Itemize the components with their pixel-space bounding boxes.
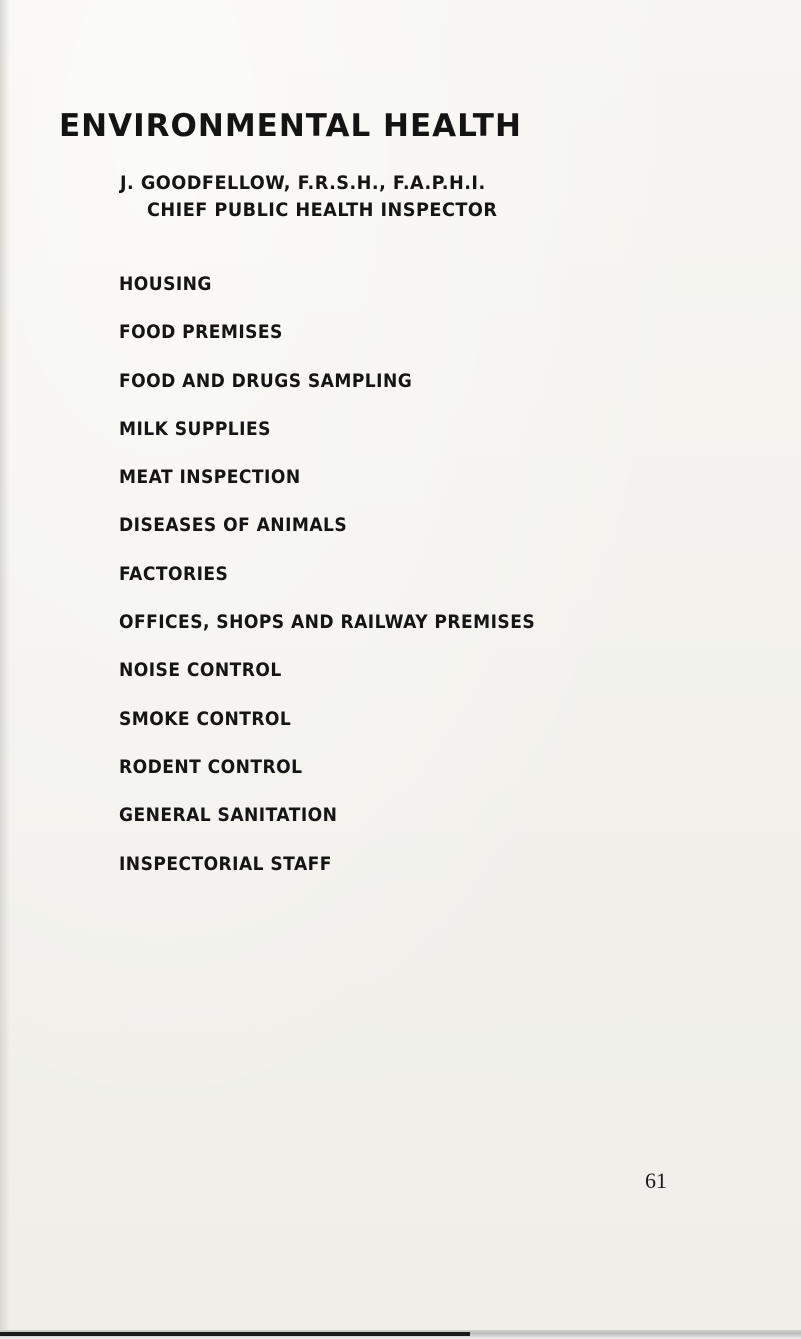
contents-item-rodent-control: RODENT CONTROL	[119, 755, 303, 778]
contents-item-housing: HOUSING	[119, 273, 212, 295]
contents-item-milk-supplies: MILK SUPPLIES	[119, 417, 271, 440]
contents-item-inspectorial-staff: INSPECTORIAL STAFF	[119, 852, 332, 875]
scan-bottom-bar	[0, 1332, 470, 1336]
page-number: 61	[645, 1168, 667, 1193]
author-name: J. GOODFELLOW, F.R.S.H., F.A.P.H.I.	[120, 172, 486, 194]
contents-item-noise-control: NOISE CONTROL	[119, 659, 282, 682]
contents-item-food-and-drugs-sampling: FOOD AND DRUGS SAMPLING	[119, 369, 413, 392]
contents-item-smoke-control: SMOKE CONTROL	[119, 707, 292, 730]
contents-item-general-sanitation: GENERAL SANITATION	[119, 804, 338, 827]
contents-item-diseases-of-animals: DISEASES OF ANIMALS	[119, 514, 348, 537]
contents-item-meat-inspection: MEAT INSPECTION	[119, 466, 301, 489]
contents-list	[119, 273, 581, 901]
contents-item-food-premises: FOOD PREMISES	[119, 321, 283, 344]
page-edge-shadow	[0, 0, 10, 1339]
contents-item-offices-shops-railway: OFFICES, SHOPS AND RAILWAY PREMISES	[119, 611, 536, 634]
contents-item-factories: FACTORIES	[119, 562, 229, 585]
page-title: ENVIRONMENTAL HEALTH	[59, 108, 522, 144]
scan-bottom-edge	[0, 1330, 801, 1339]
author-role: CHIEF PUBLIC HEALTH INSPECTOR	[147, 199, 498, 221]
